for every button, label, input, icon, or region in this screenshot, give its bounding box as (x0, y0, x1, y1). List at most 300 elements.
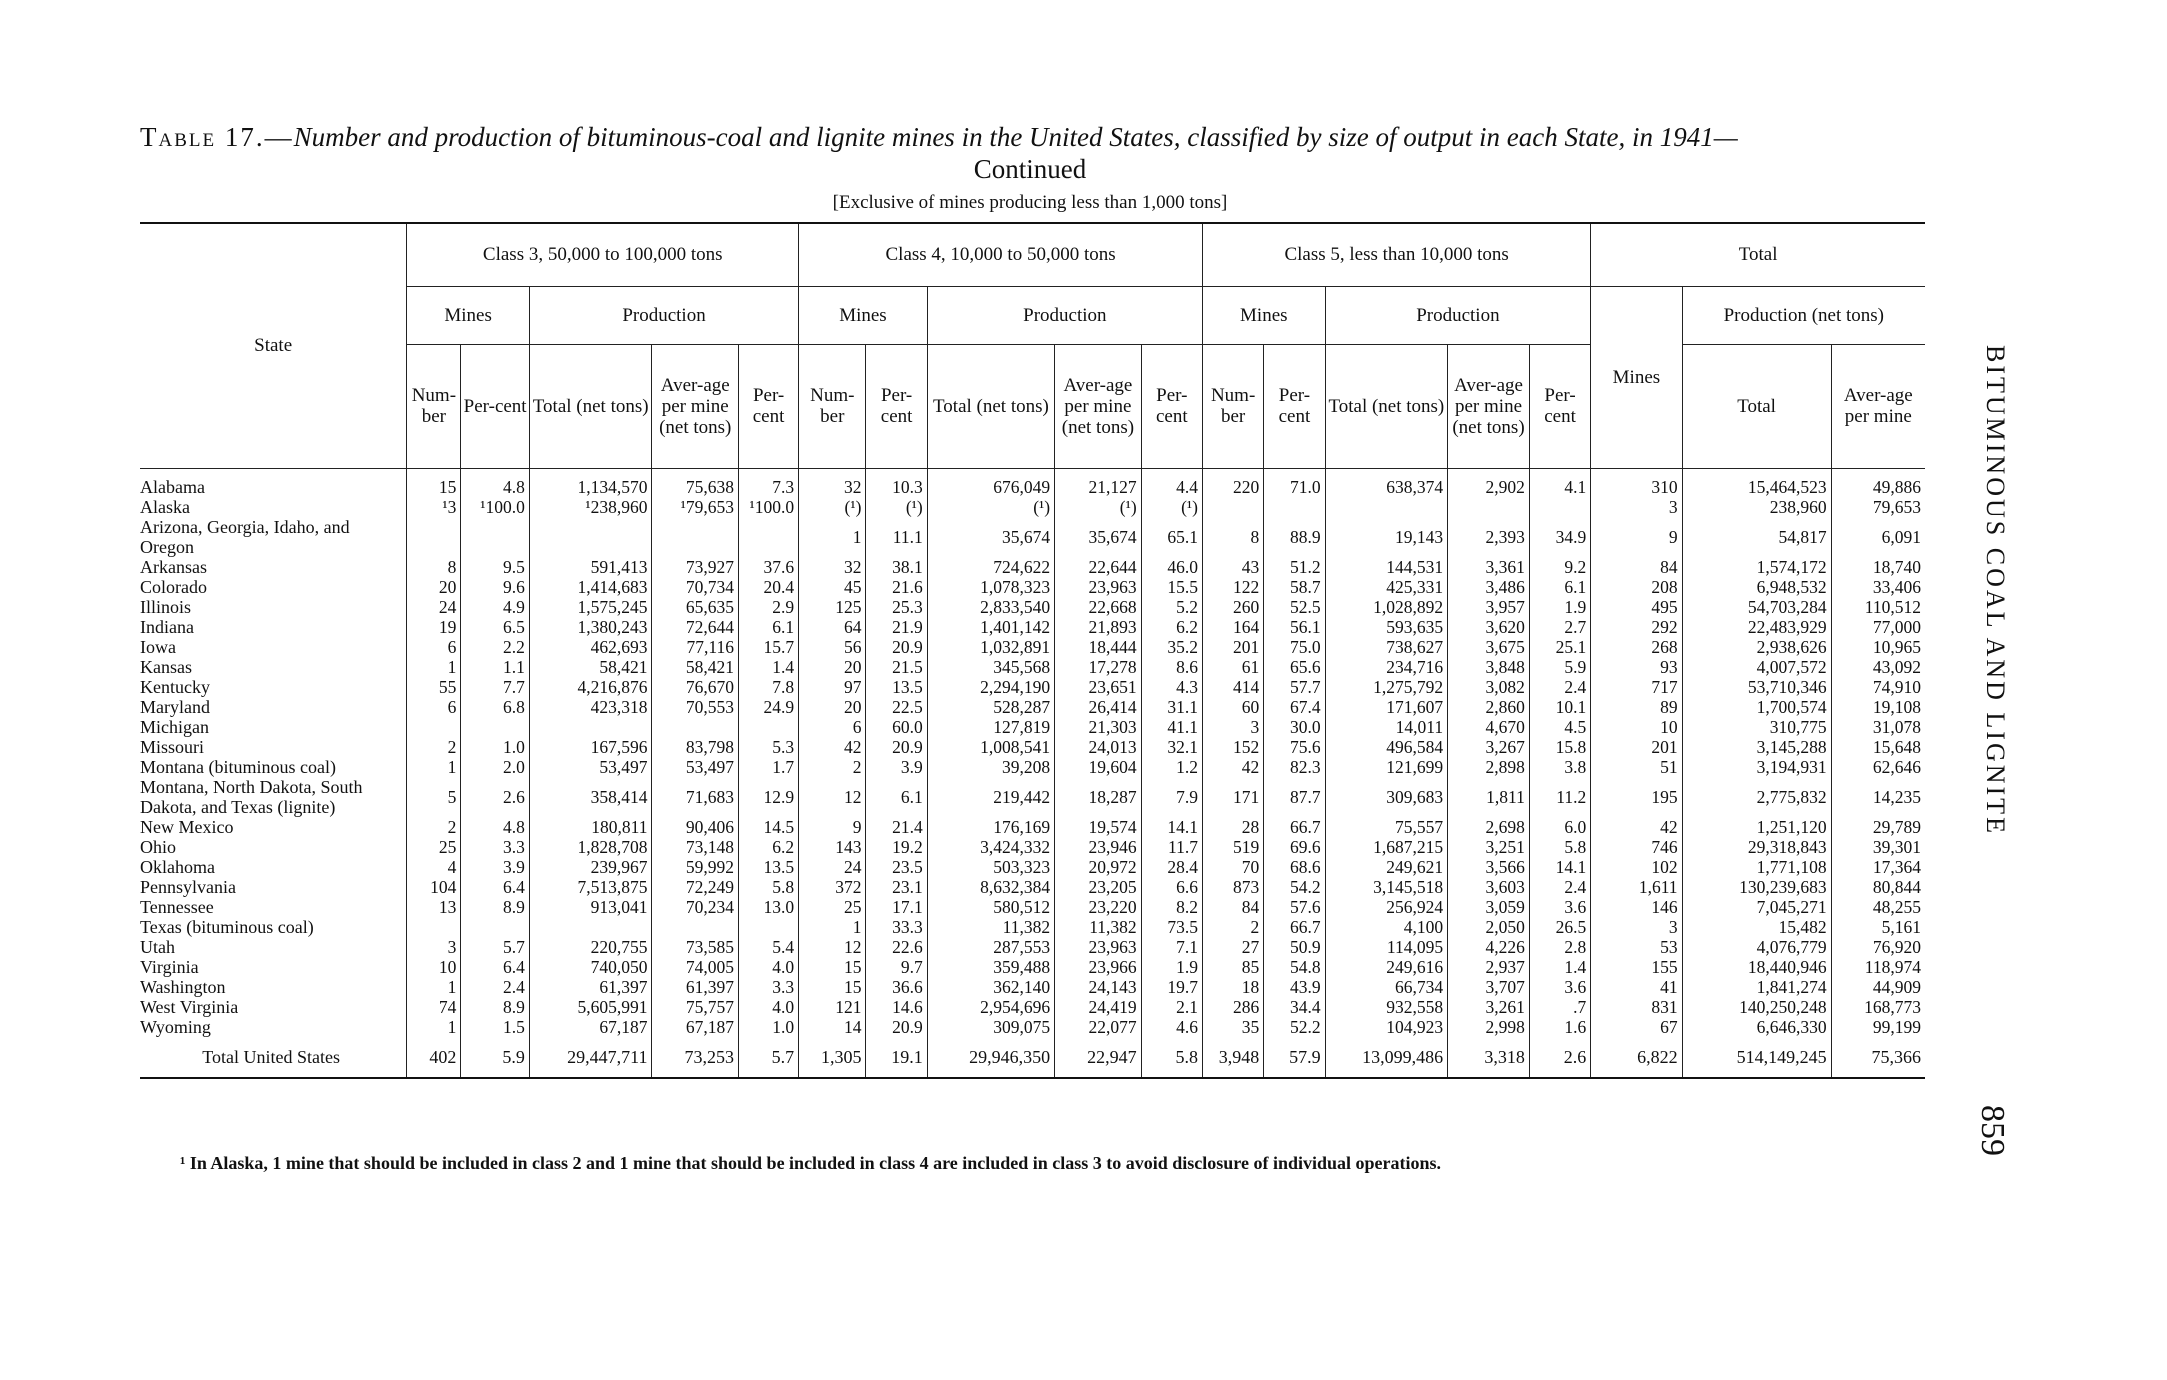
table-cell: 1 (407, 657, 461, 677)
table-cell: 20.9 (866, 737, 927, 757)
table-cell: 180,811 (529, 817, 652, 837)
state-name: Utah (140, 936, 175, 957)
table-cell: 152 (1202, 737, 1263, 757)
table-cell: 15 (407, 468, 461, 497)
table-cell: 4.8 (461, 468, 530, 497)
table-cell: 167,596 (529, 737, 652, 757)
mines-production-table (140, 224, 1925, 1077)
state-name: Pennsylvania (140, 876, 236, 897)
header-state: State (140, 224, 407, 468)
table-cell: 54,817 (1682, 517, 1831, 557)
table-cell: 23,220 (1055, 897, 1142, 917)
table-cell: 74,005 (652, 957, 739, 977)
table-cell: 80,844 (1831, 877, 1925, 897)
table-cell: 21.6 (866, 577, 927, 597)
table-cell: ¹100.0 (461, 497, 530, 517)
table-cell (529, 717, 652, 737)
table-cell: 6.4 (461, 957, 530, 977)
table-cell: 77,000 (1831, 617, 1925, 637)
table-row (140, 837, 1925, 857)
table-row (140, 977, 1925, 997)
table-cell: 3,486 (1448, 577, 1530, 597)
table-cell: 4,226 (1448, 937, 1530, 957)
table-cell: 6.6 (1141, 877, 1202, 897)
table-cell (739, 517, 799, 557)
table-cell: 79,653 (1831, 497, 1925, 517)
table-cell: 15,482 (1682, 917, 1831, 937)
table-cell: 68.6 (1264, 857, 1325, 877)
table-row (140, 677, 1925, 697)
table-cell: 15.5 (1141, 577, 1202, 597)
table-cell: 15 (799, 957, 866, 977)
table-cell: 52.2 (1264, 1017, 1325, 1037)
table-cell: 3,361 (1448, 557, 1530, 577)
table-cell: 1 (407, 1017, 461, 1037)
table-cell: 71,683 (652, 777, 739, 817)
table-cell: 3,620 (1448, 617, 1530, 637)
table-cell: 6.1 (1529, 577, 1590, 597)
table-cell: 2.1 (1141, 997, 1202, 1017)
table-cell: 10 (407, 957, 461, 977)
table-cell: 51.2 (1264, 557, 1325, 577)
table-cell: 2,898 (1448, 757, 1530, 777)
table-cell: 70,234 (652, 897, 739, 917)
table-cell: 1,414,683 (529, 577, 652, 597)
table-cell: 24 (799, 857, 866, 877)
table-cell: 14.1 (1141, 817, 1202, 837)
table-cell: 1,574,172 (1682, 557, 1831, 577)
table-cell: 20 (799, 657, 866, 677)
table-row (140, 737, 1925, 757)
table-cell: 104,923 (1325, 1017, 1448, 1037)
header-class3-number: Num-ber (407, 344, 461, 468)
table-cell: 24.9 (739, 697, 799, 717)
header-total-production-total: Total (1682, 344, 1831, 468)
table-cell: 2,954,696 (927, 997, 1054, 1017)
table-cell: (¹) (927, 497, 1054, 517)
table-cell: 234,716 (1325, 657, 1448, 677)
table-cell: 3.6 (1529, 897, 1590, 917)
table-cell: 23.5 (866, 857, 927, 877)
table-cell: 10.1 (1529, 697, 1590, 717)
table-cell (1325, 497, 1448, 517)
table-cell: 8,632,384 (927, 877, 1054, 897)
table-cell: 14,011 (1325, 717, 1448, 737)
table-cell: 29,318,843 (1682, 837, 1831, 857)
table-cell: 22,644 (1055, 557, 1142, 577)
state-name: Arkansas (140, 556, 207, 577)
table-cell: 3,082 (1448, 677, 1530, 697)
table-cell: 220 (1202, 468, 1263, 497)
table-cell: 2,698 (1448, 817, 1530, 837)
table-cell: 201 (1591, 737, 1682, 757)
table-cell: 2,998 (1448, 1017, 1530, 1037)
table-row (140, 817, 1925, 837)
table-cell: 10 (1591, 717, 1682, 737)
table-cell: 28.4 (1141, 857, 1202, 877)
table-cell: 1,401,142 (927, 617, 1054, 637)
table-cell: 75.6 (1264, 737, 1325, 757)
table-cell (529, 517, 652, 557)
table-cell: 3.9 (866, 757, 927, 777)
table-cell: 21,127 (1055, 468, 1142, 497)
table-cell: 309,075 (927, 1017, 1054, 1037)
table-cell: 6 (407, 637, 461, 657)
table-cell: 3,261 (1448, 997, 1530, 1017)
table-cell: 514,149,245 (1682, 1037, 1831, 1077)
table-row (140, 637, 1925, 657)
table-cell: 42 (1202, 757, 1263, 777)
table-cell: 168,773 (1831, 997, 1925, 1017)
footnote: ¹ In Alaska, 1 mine that should be included in class 2 and 1 mine that should be included in class 4 are included in class 3 to avoid disclosure of individual operations. (180, 1153, 1442, 1173)
table-cell: 1.7 (739, 757, 799, 777)
table-cell: 8.9 (461, 997, 530, 1017)
table-cell: 2.4 (461, 977, 530, 997)
table-cell: 21.9 (866, 617, 927, 637)
table-cell: 60.0 (866, 717, 927, 737)
table-cell: 6 (799, 717, 866, 737)
table-cell: 176,169 (927, 817, 1054, 837)
table-cell (1529, 497, 1590, 517)
table-cell: 21.5 (866, 657, 927, 677)
table-row (140, 917, 1925, 937)
table-cell: (¹) (866, 497, 927, 517)
table-cell: 3,675 (1448, 637, 1530, 657)
table-cell: 73.5 (1141, 917, 1202, 937)
table-cell: 3,566 (1448, 857, 1530, 877)
table-cell: 1,032,891 (927, 637, 1054, 657)
table-cell: 220,755 (529, 937, 652, 957)
header-total-mines: Mines (1591, 286, 1682, 468)
table-cell: 14,235 (1831, 777, 1925, 817)
table-cell: 11,382 (1055, 917, 1142, 937)
table-cell: 42 (1591, 817, 1682, 837)
header-class4-average: Aver-age per mine (net tons) (1055, 344, 1142, 468)
table-cell: 345,568 (927, 657, 1054, 677)
table-cell: 11.7 (1141, 837, 1202, 857)
table-cell: 56 (799, 637, 866, 657)
table-cell: 423,318 (529, 697, 652, 717)
table-cell: 65.6 (1264, 657, 1325, 677)
table-cell: 171 (1202, 777, 1263, 817)
table-cell: 69.6 (1264, 837, 1325, 857)
table-cell: 9 (799, 817, 866, 837)
table-cell: 33.3 (866, 917, 927, 937)
table-cell: 64 (799, 617, 866, 637)
table-cell: 23,966 (1055, 957, 1142, 977)
table-cell: 31,078 (1831, 717, 1925, 737)
table-row (140, 777, 1925, 817)
state-name: Colorado (140, 576, 207, 597)
table-cell: 65,635 (652, 597, 739, 617)
table-cell: 1.9 (1141, 957, 1202, 977)
table-cell: 9.6 (461, 577, 530, 597)
table-cell: 2,294,190 (927, 677, 1054, 697)
state-name: Illinois (140, 596, 192, 617)
table-cell: 2,393 (1448, 517, 1530, 557)
table-cell: 84 (1591, 557, 1682, 577)
table-cell: 3.3 (739, 977, 799, 997)
table-cell: 53,497 (652, 757, 739, 777)
table-cell: 93 (1591, 657, 1682, 677)
table-cell: 57.6 (1264, 897, 1325, 917)
table-cell: 50.9 (1264, 937, 1325, 957)
table-cell: 18,287 (1055, 777, 1142, 817)
table-cell: 48,255 (1831, 897, 1925, 917)
table-cell: 11.2 (1529, 777, 1590, 817)
table-cell: 2.7 (1529, 617, 1590, 637)
table-cell: 27 (1202, 937, 1263, 957)
table-cell: 22,668 (1055, 597, 1142, 617)
table-cell: 2,775,832 (1682, 777, 1831, 817)
table-cell: 26.5 (1529, 917, 1590, 937)
state-name: Washington (140, 976, 226, 997)
table-cell: 3,603 (1448, 877, 1530, 897)
table-cell: 3.3 (461, 837, 530, 857)
table-cell: 24,419 (1055, 997, 1142, 1017)
table-cell: 310 (1591, 468, 1682, 497)
table-cell: 8.6 (1141, 657, 1202, 677)
table-cell: 42 (799, 737, 866, 757)
table-cell: 4,076,779 (1682, 937, 1831, 957)
table-cell: 724,622 (927, 557, 1054, 577)
data-table-container (140, 222, 1925, 1079)
table-cell: 23,963 (1055, 577, 1142, 597)
table-cell (407, 717, 461, 737)
running-head: BITUMINOUS COAL AND LIGNITE (1981, 345, 2010, 836)
table-cell: 932,558 (1325, 997, 1448, 1017)
table-row (140, 1017, 1925, 1037)
table-cell: 14.5 (739, 817, 799, 837)
state-name: Wyoming (140, 1016, 211, 1037)
table-cell: 13.5 (739, 857, 799, 877)
table-cell: 32.1 (1141, 737, 1202, 757)
state-name: Kansas (140, 656, 192, 677)
table-cell (461, 917, 530, 937)
table-cell: 25 (407, 837, 461, 857)
table-cell: 11,382 (927, 917, 1054, 937)
table-cell: 21.4 (866, 817, 927, 837)
table-cell: 24 (407, 597, 461, 617)
header-class5-mines: Mines (1202, 286, 1325, 344)
table-cell: 3,848 (1448, 657, 1530, 677)
table-cell: 67,187 (652, 1017, 739, 1037)
table-cell: 249,616 (1325, 957, 1448, 977)
table-cell: 287,553 (927, 937, 1054, 957)
table-cell: 19.2 (866, 837, 927, 857)
table-cell: 15 (799, 977, 866, 997)
table-cell: 4,007,572 (1682, 657, 1831, 677)
table-cell: 3.9 (461, 857, 530, 877)
table-cell: 1,687,215 (1325, 837, 1448, 857)
table-cell: 4.3 (1141, 677, 1202, 697)
table-cell: 1,828,708 (529, 837, 652, 857)
table-cell: 3,424,332 (927, 837, 1054, 857)
table-cell: 7,045,271 (1682, 897, 1831, 917)
table-cell: 23,651 (1055, 677, 1142, 697)
table-cell: 77,116 (652, 637, 739, 657)
table-row (140, 857, 1925, 877)
table-cell: 15.7 (739, 637, 799, 657)
table-cell: (¹) (799, 497, 866, 517)
state-name: West Virginia (140, 996, 239, 1017)
table-cell: 5.2 (1141, 597, 1202, 617)
table-cell (461, 717, 530, 737)
table-cell: ¹100.0 (739, 497, 799, 517)
table-cell: 127,819 (927, 717, 1054, 737)
table-cell: 122 (1202, 577, 1263, 597)
table-cell: 44,909 (1831, 977, 1925, 997)
table-cell: 3,145,518 (1325, 877, 1448, 897)
table-cell: 43 (1202, 557, 1263, 577)
table-cell: 39,301 (1831, 837, 1925, 857)
table-cell: 66.7 (1264, 917, 1325, 937)
table-cell: 70 (1202, 857, 1263, 877)
table-cell: 61,397 (652, 977, 739, 997)
table-cell: 3,957 (1448, 597, 1530, 617)
table-cell: 53,497 (529, 757, 652, 777)
state-name: Kentucky (140, 676, 210, 697)
table-cell: 35,674 (1055, 517, 1142, 557)
table-cell: 6 (407, 697, 461, 717)
table-cell: 372 (799, 877, 866, 897)
table-cell: 8.2 (1141, 897, 1202, 917)
table-cell: 14 (799, 1017, 866, 1037)
table-cell: 4 (407, 857, 461, 877)
header-class3-mines: Mines (407, 286, 530, 344)
table-cell: 62,646 (1831, 757, 1925, 777)
table-cell: 1.2 (1141, 757, 1202, 777)
state-name: Alaska (140, 496, 190, 517)
table-row (140, 497, 1925, 517)
table-cell: 4,670 (1448, 717, 1530, 737)
table-row (140, 697, 1925, 717)
table-cell: 9.7 (866, 957, 927, 977)
table-cell: 6.4 (461, 877, 530, 897)
table-cell: 1.0 (461, 737, 530, 757)
table-cell (739, 717, 799, 737)
table-cell: 1,134,570 (529, 468, 652, 497)
header-class3-prod-percent: Per-cent (739, 344, 799, 468)
table-cell: 114,095 (1325, 937, 1448, 957)
state-name: Iowa (140, 636, 176, 657)
table-cell: 17,278 (1055, 657, 1142, 677)
table-cell (1448, 497, 1530, 517)
table-cell: 1,811 (1448, 777, 1530, 817)
table-cell: 362,140 (927, 977, 1054, 997)
header-class4-mines: Mines (799, 286, 928, 344)
table-cell: 58,421 (529, 657, 652, 677)
table-total-row (140, 1037, 1925, 1077)
table-cell: 59,992 (652, 857, 739, 877)
table-cell: 1,380,243 (529, 617, 652, 637)
table-cell: 1 (799, 517, 866, 557)
header-class3-percent: Per-cent (461, 344, 530, 468)
header-class5-number: Num-ber (1202, 344, 1263, 468)
table-cell: 23,963 (1055, 937, 1142, 957)
table-cell: 8 (407, 557, 461, 577)
table-cell: 1,841,274 (1682, 977, 1831, 997)
table-cell: 11.1 (866, 517, 927, 557)
table-cell: 2,938,626 (1682, 637, 1831, 657)
table-cell: 18,740 (1831, 557, 1925, 577)
table-cell: 496,584 (1325, 737, 1448, 757)
table-cell: 1,700,574 (1682, 697, 1831, 717)
table-cell: 90,406 (652, 817, 739, 837)
table-cell: 4.6 (1141, 1017, 1202, 1037)
table-cell: 18,440,946 (1682, 957, 1831, 977)
table-cell: 87.7 (1264, 777, 1325, 817)
table-cell: 268 (1591, 637, 1682, 657)
table-cell: 10.3 (866, 468, 927, 497)
table-cell: 35,674 (927, 517, 1054, 557)
table-cell: 831 (1591, 997, 1682, 1017)
table-cell: 15,464,523 (1682, 468, 1831, 497)
table-cell: 9.2 (1529, 557, 1590, 577)
table-cell: 6.1 (739, 617, 799, 637)
table-cell: 2.8 (1529, 937, 1590, 957)
table-cell: 3,267 (1448, 737, 1530, 757)
table-row (140, 877, 1925, 897)
table-cell: 2,902 (1448, 468, 1530, 497)
table-subtitle: [Exclusive of mines producing less than 1,000 tons] (832, 192, 1228, 213)
table-cell: 1.6 (1529, 1017, 1590, 1037)
table-cell: 1,275,792 (1325, 677, 1448, 697)
table-cell: 2.4 (1529, 677, 1590, 697)
table-cell: 4.0 (739, 957, 799, 977)
table-cell: 1,078,323 (927, 577, 1054, 597)
table-cell: 74 (407, 997, 461, 1017)
table-cell: 70,553 (652, 697, 739, 717)
table-cell: 1,028,892 (1325, 597, 1448, 617)
table-cell: 1,305 (799, 1037, 866, 1077)
table-cell: 20.4 (739, 577, 799, 597)
state-name: Tennessee (140, 896, 214, 917)
table-cell: 3.6 (1529, 977, 1590, 997)
table-cell: 37.6 (739, 557, 799, 577)
table-cell: 6,091 (1831, 517, 1925, 557)
table-cell: 46.0 (1141, 557, 1202, 577)
table-cell: 1,008,541 (927, 737, 1054, 757)
table-cell: 3,059 (1448, 897, 1530, 917)
table-cell: 82.3 (1264, 757, 1325, 777)
state-name: Oklahoma (140, 856, 215, 877)
header-total: Total (1591, 224, 1925, 286)
table-cell: 6.2 (739, 837, 799, 857)
table-cell: 65.1 (1141, 517, 1202, 557)
table-cell: 12 (799, 777, 866, 817)
table-row (140, 557, 1925, 577)
table-cell: 5.7 (739, 1037, 799, 1077)
table-cell: 746 (1591, 837, 1682, 857)
table-cell: 5.7 (461, 937, 530, 957)
table-cell: 121 (799, 997, 866, 1017)
state-name: Indiana (140, 616, 194, 637)
table-cell: 6.1 (866, 777, 927, 817)
table-cell: 110,512 (1831, 597, 1925, 617)
table-cell: 12.9 (739, 777, 799, 817)
table-cell: 593,635 (1325, 617, 1448, 637)
state-name: Virginia (140, 956, 199, 977)
table-cell: 238,960 (1682, 497, 1831, 517)
table-cell: 74,910 (1831, 677, 1925, 697)
table-cell (1202, 497, 1263, 517)
table-cell: 43,092 (1831, 657, 1925, 677)
table-cell: 21,893 (1055, 617, 1142, 637)
table-cell: 75.0 (1264, 637, 1325, 657)
table-cell (652, 717, 739, 737)
table-cell (1264, 497, 1325, 517)
